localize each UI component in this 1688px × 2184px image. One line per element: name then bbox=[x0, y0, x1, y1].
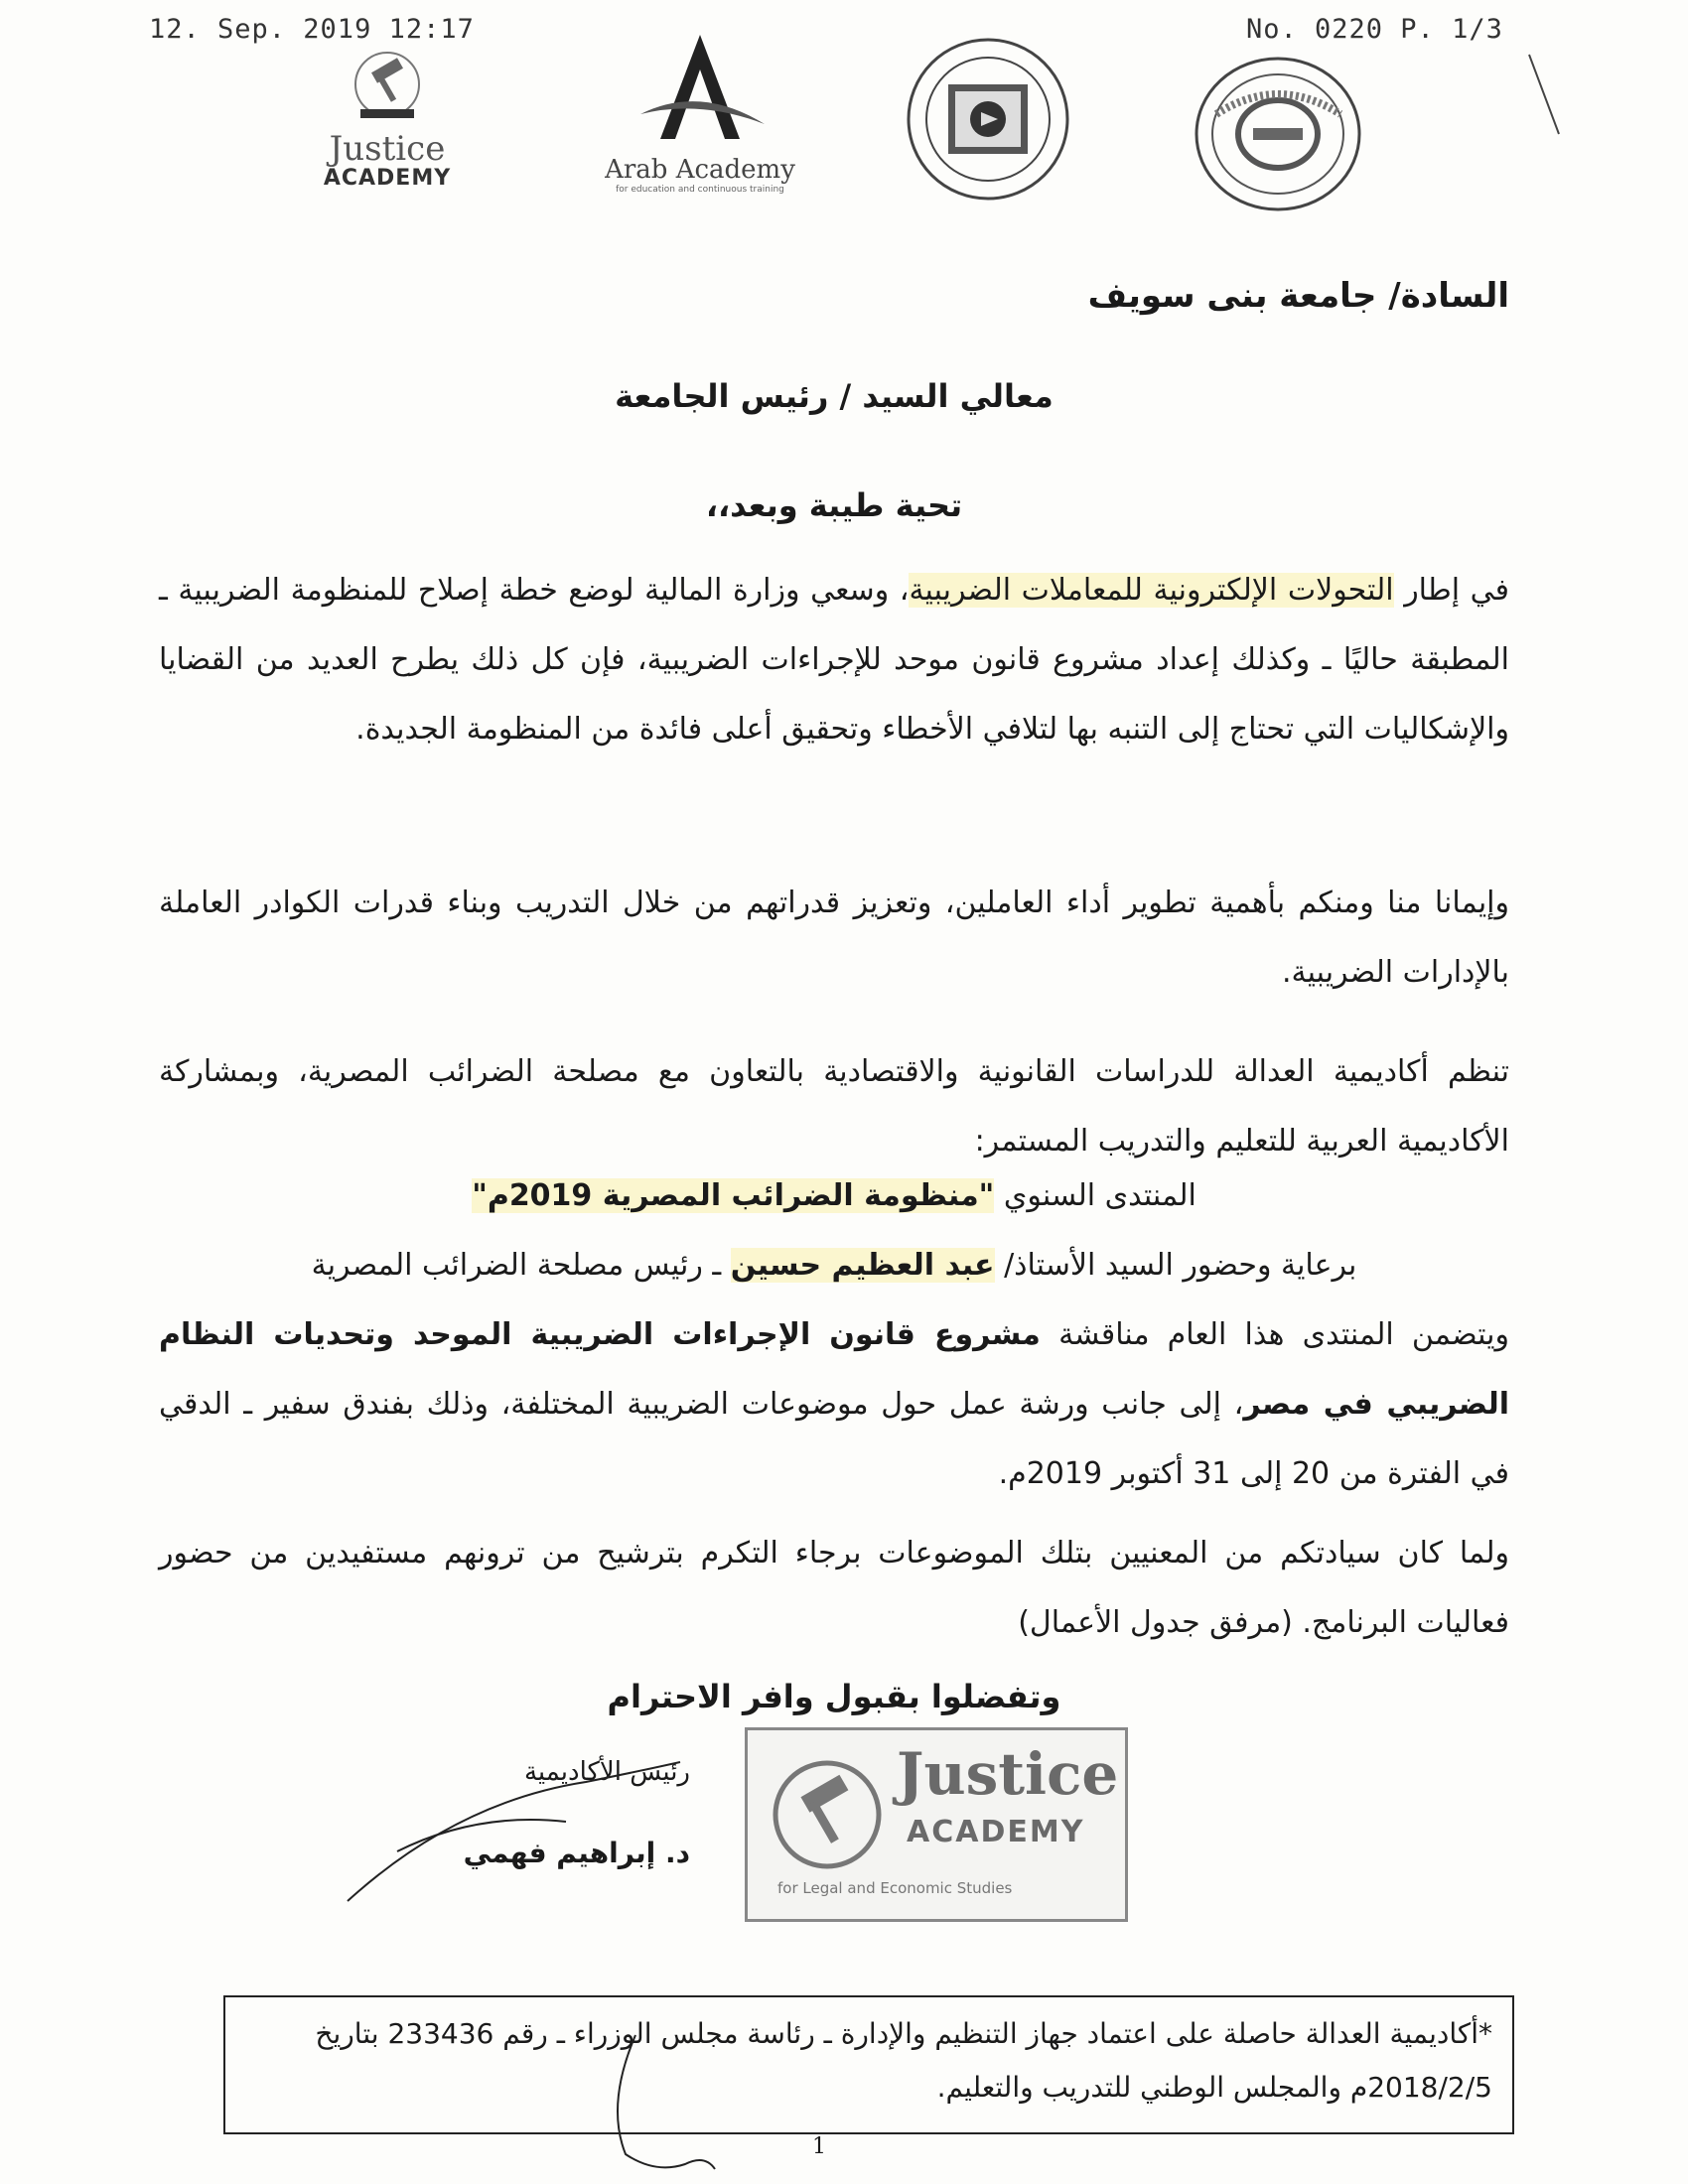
justice-logo-sub: ACADEMY bbox=[323, 166, 452, 191]
handwritten-signature bbox=[338, 1742, 695, 1911]
seal-logo-round bbox=[1192, 55, 1365, 213]
justice-academy-logo bbox=[298, 50, 477, 191]
handwritten-mark bbox=[596, 2025, 755, 2184]
arab-logo-sub: for education and continuous training bbox=[616, 185, 784, 195]
paragraph-request: ولما كان سيادتكم من المعنيين بتلك الموضوعات برجاء التكرم بترشيح من ترونهم مستفيدين من حضور فعاليات البرنامج. (مرفق جدول الأعمال) bbox=[159, 1536, 1509, 1640]
addressee: السادة/ جامعة بنى سويف bbox=[1087, 276, 1509, 316]
patron-name: عبد العظيم حسين bbox=[730, 1248, 995, 1283]
fax-timestamp: 12. Sep. 2019 12:17 bbox=[149, 14, 475, 45]
honorific: معالي السيد / رئيس الجامعة bbox=[615, 377, 1054, 415]
signatory-name: د. إبراهيم فهمي bbox=[463, 1837, 690, 1869]
stamp-line: for Legal and Economic Studies bbox=[777, 1879, 1013, 1897]
forum-title-line: المنتدى السنوي "منظومة الضرائب المصرية 2019م" bbox=[472, 1178, 1196, 1213]
agenda-topic: مشروع قانون الإجراءات الضريبية الموحد وتحديات النظام الضريبي في مصر bbox=[159, 1317, 1509, 1422]
gavel-icon bbox=[343, 50, 432, 124]
pen-mark bbox=[1524, 50, 1564, 139]
round-seal-icon bbox=[1192, 55, 1365, 213]
closing-line: وتفضلوا بقبول وافر الاحترام bbox=[607, 1678, 1061, 1715]
stylized-a-icon bbox=[631, 30, 770, 149]
greeting: تحية طيبة وبعد،، bbox=[705, 486, 963, 524]
stamp-sub: ACADEMY bbox=[907, 1815, 1085, 1849]
highlighted-phrase: التحولات الإلكترونية للمعاملات الضريبية bbox=[909, 573, 1394, 608]
forum-title: "منظومة الضرائب المصرية 2019م" bbox=[472, 1178, 995, 1213]
fax-page-info: No. 0220 P. 1/3 bbox=[1246, 14, 1503, 45]
book-seal-icon bbox=[904, 35, 1072, 204]
gavel-icon bbox=[768, 1755, 887, 1874]
accreditation-footnote: *أكاديمية العدالة حاصلة على اعتماد جهاز التنظيم والإدارة ـ رئاسة مجلس الوزراء ـ رقم 233436 بتاريخ 2018/2/5م والمجلس الوطني للتدريب والتعليم. bbox=[223, 1995, 1514, 2134]
arab-logo-word: Arab Academy bbox=[605, 155, 795, 185]
patron-line: برعاية وحضور السيد الأستاذ/ عبد العظيم حسين ـ رئيس مصلحة الضرائب المصرية bbox=[311, 1248, 1357, 1283]
stamp-word: Justice bbox=[897, 1740, 1119, 1808]
paragraph-organizers: تنظم أكاديمية العدالة للدراسات القانونية والاقتصادية بالتعاون مع مصلحة الضرائب المصرية، وبمشاركة الأكاديمية العربية للتعليم والتدريب المستمر: bbox=[159, 1054, 1509, 1159]
paragraph-belief: وإيمانا منا ومنكم بأهمية تطوير أداء العاملين، وتعزيز قدراتهم من خلال التدريب وبناء قدرات الكوادر العاملة بالإدارات الضريبية. bbox=[159, 886, 1509, 990]
page-number: 1 bbox=[812, 2134, 826, 2159]
paragraph-intro: في إطار التحولات الإلكترونية للمعاملات الضريبية، وسعي وزارة المالية لوضع خطة إصلاح للمنظومة الضريبية ـ المطبقة حاليًا ـ وكذلك إعداد مشروع قانون موحد للإجراءات الضريبية، فإن كل ذلك يطرح العديد من القضايا والإشكاليات التي تحتاج إلى التنبه بها لتلافي الأخطاء وتحقيق أعلى فائدة من المنظومة الجديدة. bbox=[159, 573, 1509, 747]
justice-logo-word: Justice bbox=[329, 129, 446, 169]
arab-academy-logo bbox=[581, 30, 819, 195]
signatory-title: رئيس الأكاديمية bbox=[523, 1757, 690, 1787]
academy-stamp bbox=[745, 1727, 1128, 1922]
paragraph-agenda: ويتضمن المنتدى هذا العام مناقشة مشروع قانون الإجراءات الضريبية الموحد وتحديات النظام الضريبي في مصر، إلى جانب ورشة عمل حول موضوعات الضريبية المختلفة، وذلك بفندق سفير ـ الدقي في الفترة من 20 إلى 31 أكتوبر 2019م. bbox=[159, 1317, 1510, 1491]
seal-logo-book bbox=[904, 35, 1072, 204]
